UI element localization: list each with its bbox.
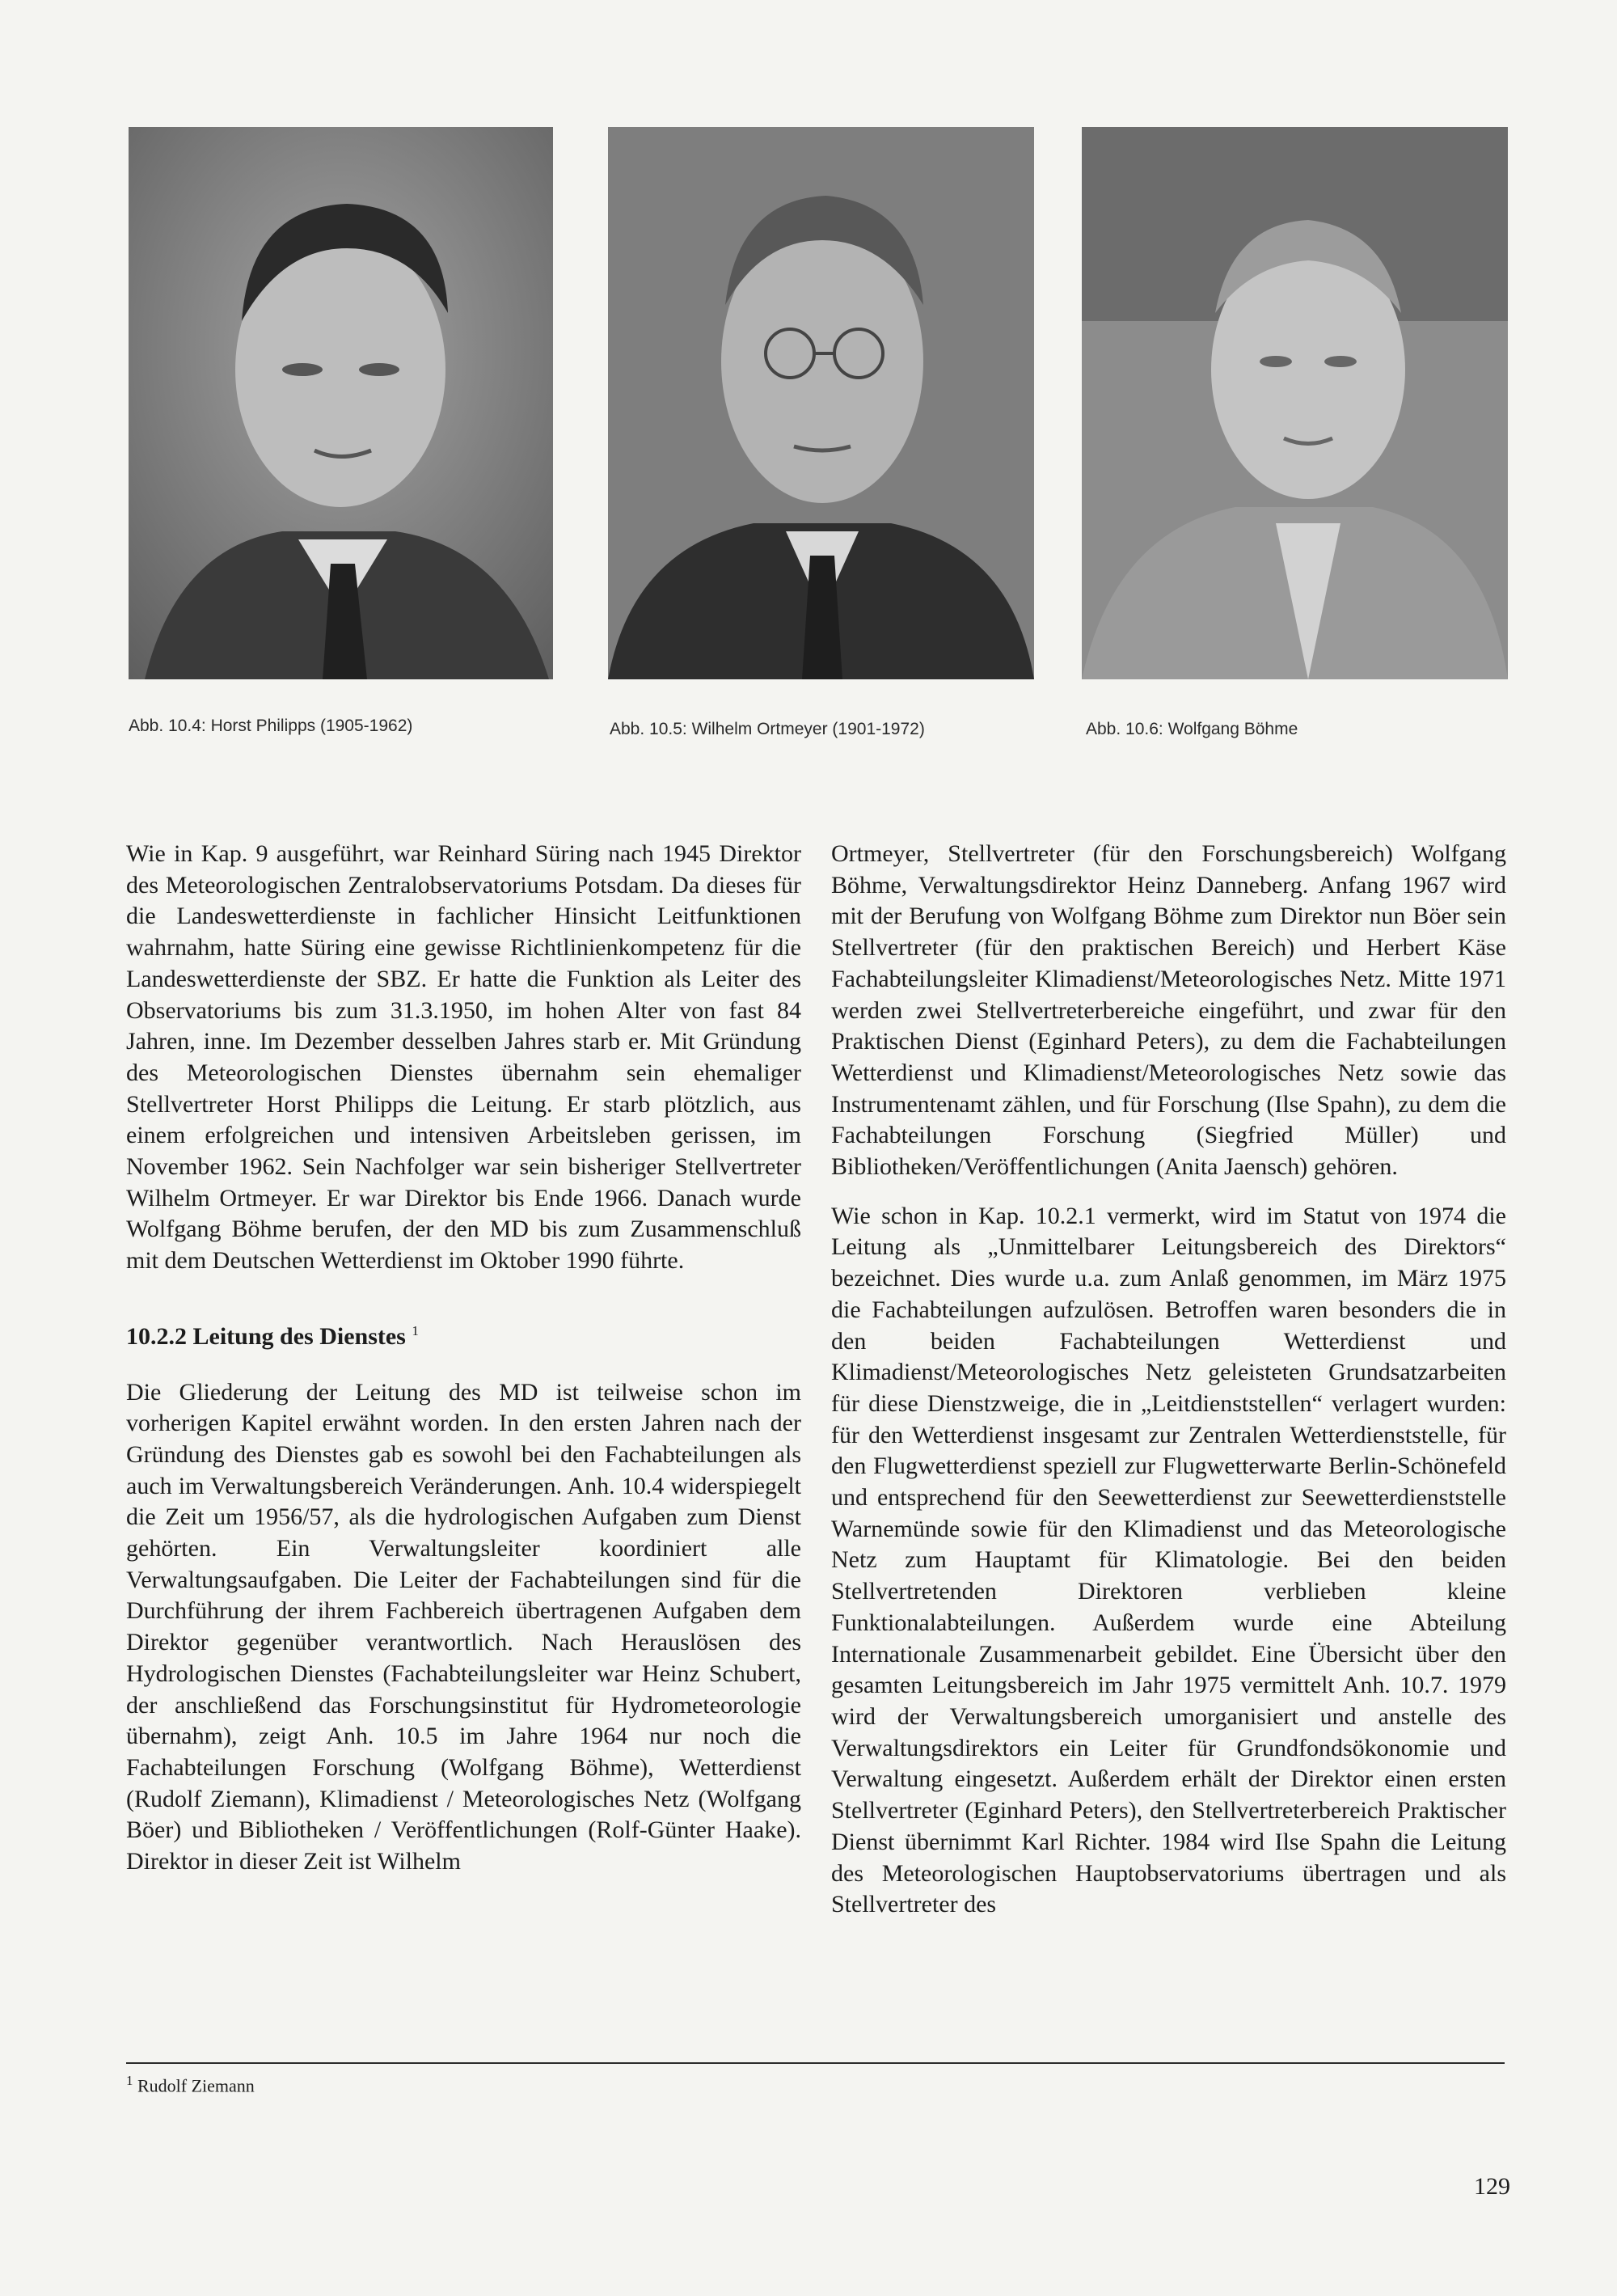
portrait-wolfgang-boehme: [1082, 127, 1508, 679]
page-number: 129: [1474, 2173, 1510, 2200]
left-column: [126, 839, 801, 1878]
section-heading: 10.2.2 Leitung des Dienstes $^1$: [126, 1322, 419, 1350]
body-paragraph: Wie in Kap. 9 ausgeführt, war Reinhard Süring nach 1945 Direktor des Meteorologischen Zentralobservatoriums Potsdam. Da dieses für die Landeswetterdienste in fachlicher Hinsicht Leitfunktionen wahrnahm, hatte Süring eine gewisse Richtlinienkompetenz für die Landeswetterdienste der SBZ. Er hatte die Funktion als Leiter des Observatoriums bis zum 31.3.1950, im hohen Alter von fast 84 Jahren, inne. Im Dezember desselben Jahres starb er. Mit Gründung des Meteorologischen Dienstes übernahm sein ehemaliger Stellvertreter Horst Philipps die Leitung. Er starb plötzlich, aus einem erfolgreichen und intensiven Arbeitsleben gerissen, im November 1962. Sein Nachfolger war sein bisheriger Stellvertreter Wilhelm Ortmeyer. Er war Direktor bis Ende 1966. Danach wurde Wolfgang Böhme berufen, der den MD bis zum Zusammenschluß mit dem Deutschen Wetterdienst im Oktober 1990 führte.: [126, 840, 801, 1275]
body-paragraph: Die Gliederung der Leitung des MD ist teilweise schon im vorherigen Kapitel erwähnt worden. In den ersten Jahren nach der Gründung des Dienstes gab es sowohl bei den Fachabteilungen als auch im Verwaltungsbereich Veränderungen. Anh. 10.4 widerspiegelt die Zeit um 1956/57, als die hydrologischen Aufgaben zum Dienst gehörten. Ein Verwaltungsleiter koordiniert alle Verwaltungsaufgaben. Die Leiter der Fachabteilungen sind für die Durchführung der ihrem Fachbereich übertragenen Aufgaben dem Direktor gegenüber verantwortlich. Nach Herauslösen des Hydrologischen Dienstes (Fachabteilungsleiter war Heinz Schubert, der anschließend das Forschungsinstitut für Hydrometeorologie übernahm), zeigt Anh. 10.5 im Jahre 1964 nur noch die Fachabteilungen Forschung (Wolfgang Böhme), Wetterdienst (Rudolf Ziemann), Klimadienst / Meteorologisches Netz (Wolfgang Böer) und Bibliotheken / Veröffentlichungen (Rolf-Günter Haake). Direktor in dieser Zeit ist Wilhelm: [126, 1378, 801, 1875]
right-column: [831, 839, 1506, 1921]
footnote: $^1$ Rudolf Ziemann: [126, 2073, 255, 2096]
figure-caption: Abb. 10.5: Wilhelm Ortmeyer (1901-1972): [610, 720, 925, 738]
body-paragraph: Ortmeyer, Stellvertreter (für den Forschungsbereich) Wolfgang Böhme, Verwaltungsdirektor Heinz Danneberg. Anfang 1967 wird mit der Berufung von Wolfgang Böhme zum Direktor nun Böer sein Stellvertreter (für den praktischen Bereich) und Herbert Käse Fachabteilungsleiter Klimadienst/Meteorologisches Netz. Mitte 1971 werden zwei Stellvertreterbereiche eingeführt, und zwar für den Praktischen Dienst (Eginhard Peters), zu dem die Fachabteilungen Wetterdienst und Klimadienst/Meteorologisches Netz sowie das Instrumentenamt zählen, und für Forschung (Ilse Spahn), zu dem die Fachabteilungen Forschung (Siegfried Müller) und Bibliotheken/Veröffentlichungen (Anita Jaensch) gehören.: [831, 840, 1506, 1181]
figure-caption: Abb. 10.4: Horst Philipps (1905-1962): [129, 717, 413, 735]
footnote-divider: [126, 2062, 1505, 2064]
portrait-horst-philipps: [129, 127, 553, 679]
body-paragraph: Wie schon in Kap. 10.2.1 vermerkt, wird im Statut von 1974 die Leitung als „Unmittelbarer Leitungsbereich des Direktors“ bezeichnet. Dies wurde u.a. zum Anlaß genommen, im März 1975 die Fachabteilungen aufzulösen. Betroffen waren besonders die in den beiden Fachabteilungen Wetterdienst und Klimadienst/Meteorologisches Netz geleisteten Grundsatzarbeiten für diese Dienstzweige, die in „Leitdienststellen“ verlagert wurden: für den Wetterdienst insgesamt zur Zentralen Wetterdienststelle, für den Flugwetterdienst speziell zur Flugwetterwarte Berlin-Schönefeld und entsprechend für den Seewetterdienst zur Seewetterdienststelle Warnemünde sowie für den Klimadienst und das Meteorologische Netz zum Hauptamt für Klimatologie. Bei den beiden Stellvertretenden Direktoren verblieben kleine Funktionalabteilungen. Außerdem wurde eine Abteilung Internationale Zusammenarbeit gebildet. Eine Übersicht über den gesamten Leitungsbereich im Jahr 1975 vermittelt Anh. 10.7. 1979 wird der Verwaltungsbereich umorganisiert und anstelle des Verwaltungsdirektors ein Leiter für Grundfondsökonomie und Verwaltung eingesetzt. Außerdem erhält der Direktor einen ersten Stellvertreter (Eginhard Peters), den Stellvertreterbereich Praktischer Dienst übernimmt Karl Richter. 1984 wird Ilse Spahn die Leitung des Meteorologischen Hauptobservatoriums übertragen und als Stellvertreter des: [831, 1202, 1506, 1918]
footnote-mark: 1: [412, 1322, 419, 1338]
portrait-wilhelm-ortmeyer: [608, 127, 1034, 679]
figure-caption: Abb. 10.6: Wolfgang Böhme: [1086, 720, 1298, 738]
